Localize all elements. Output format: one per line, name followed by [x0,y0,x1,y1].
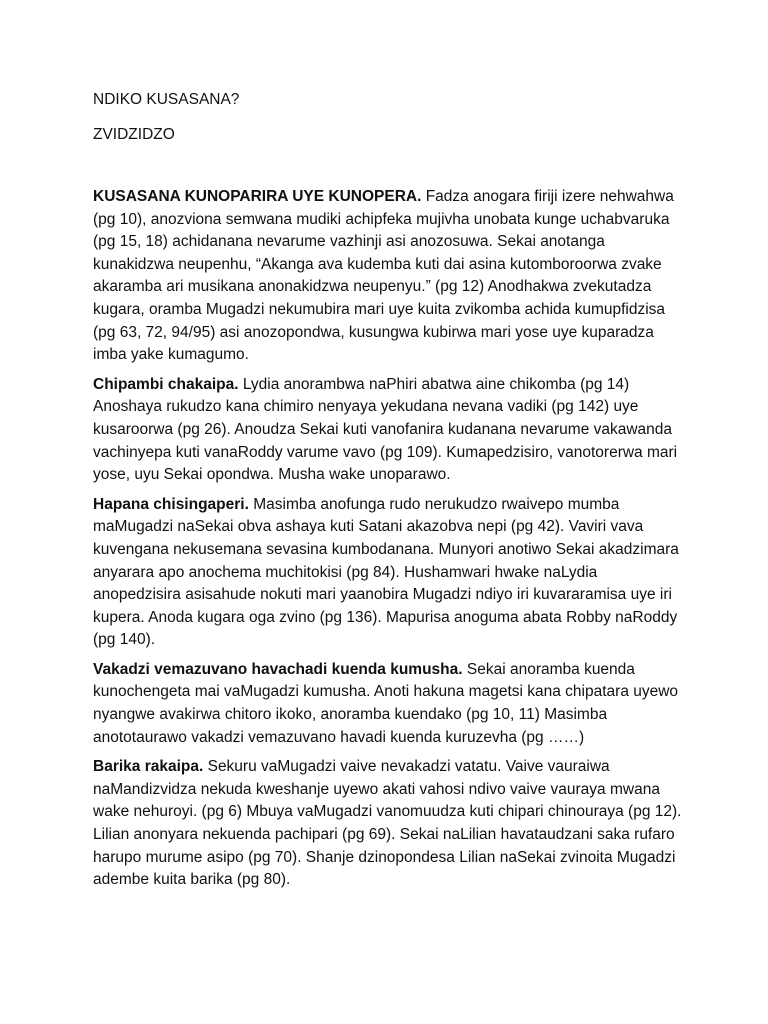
paragraph-barika [93,756,683,892]
paragraph-text: Sekuru vaMugadzi vaive nevakadzi vatatu. Vaive vauraiwa naMandizvidza nekuda kweshanje uyewo akati vahosi ndivo vaive vauraya mwana wake nehuroyi. (pg 6) Mbuya vaMugadzi vanomuudza kuti chipari chinouraya (pg 12). Lilian anonyara nekuenda pachipari (pg 69). Sekai naLilian havataudzani saka rufaro harupo murume asipo (pg 70). Shanje dzinopondesa Lilian naSekai zvinoita Mugadzi adembe kuita barika (pg 80). [93,758,682,889]
paragraph-lead: Hapana chisingaperi. [93,495,249,513]
document-title: NDIKO KUSASANA? [93,91,240,108]
paragraph-lead: Barika rakaipa. [93,758,204,776]
document-subtitle: ZVIDZIDZO [93,126,175,143]
paragraph-text: Lydia anorambwa naPhiri abatwa aine chikomba (pg 14) Anoshaya rukudzo kana chimiro nenyaya yekudana nevana vadiki (pg 142) uye kusaroorwa (pg 26). Anoudza Sekai kuti vanofanira kudanana nevarume vakawanda vachinyepa kuti vanaRoddy varume vavo (pg 109). Kumapedzisiro, vanotorerwa mari yose, uyu Sekai opondwa. Musha wake unoparawo. [93,375,678,484]
paragraph-chipambi [93,374,683,487]
paragraph-lead: KUSASANA KUNOPARIRA UYE KUNOPERA. [93,188,422,205]
paragraph-lead: Vakadzi vemazuvano havachadi kuenda kumusha. [93,660,463,678]
paragraph-text: Sekai anoramba kuenda kunochengeta mai vaMugadzi kumusha. Anoti hakuna magetsi kana chipatara uyewo nyangwe avakirwa chitoro ikoko, anoramba kuendako (pg 10, 11) Masimba anototaurawo vakadzi vemazuvano havadi kuenda kuruzevha (pg ……) [93,660,679,746]
paragraph-vakadzi [93,659,683,749]
paragraph-kusasana [93,186,683,367]
paragraph-text: Fadza anogara firiji izere nehwahwa (pg 10), anozviona semwana mudiki achipfeka mujivha unobata kunge uchabvaruka (pg 15, 18) achidanana nevarume vazhinji asi anozosuwa. Sekai anotanga kunakidzwa neupenhu, “Akanga ava kudemba kuti dai asina kutomboroorwa zvake akaramba ari musikana anonakidzwa neupenyu.” (pg 12) Anodhakwa zvekutadza kugara, oramba Mugadzi nekumubira mari uye kuita zvikomba achida kumupfidzisa (pg 63, 72, 94/95) asi anozopondwa, kusungwa kubirwa mari yose uye kuparadza imba yake kumagumo. [93,188,674,364]
document-page [93,89,683,899]
paragraph-text: Masimba anofunga rudo nerukudzo rwaivepo mumba maMugadzi naSekai obva ashaya kuti Satani akazobva nepi (pg 42). Vaviri vava kuvengana nekusemana sevasina kumbodanana. Munyori anotiwo Sekai akadzimara anyarara apo anochema muchitokisi (pg 84). Hushamwari hwake naLydia anopedzisira asisahude nokuti mari yaanobira Mugadzi ndiyo iri kuvararamisa uye iri kupera. Anoda kugara oga zvino (pg 136). Mapurisa anoguma abata Robby naRoddy (pg 140). [93,495,679,649]
paragraph-hapana [93,494,683,652]
paragraph-lead: Chipambi chakaipa. [93,375,239,393]
